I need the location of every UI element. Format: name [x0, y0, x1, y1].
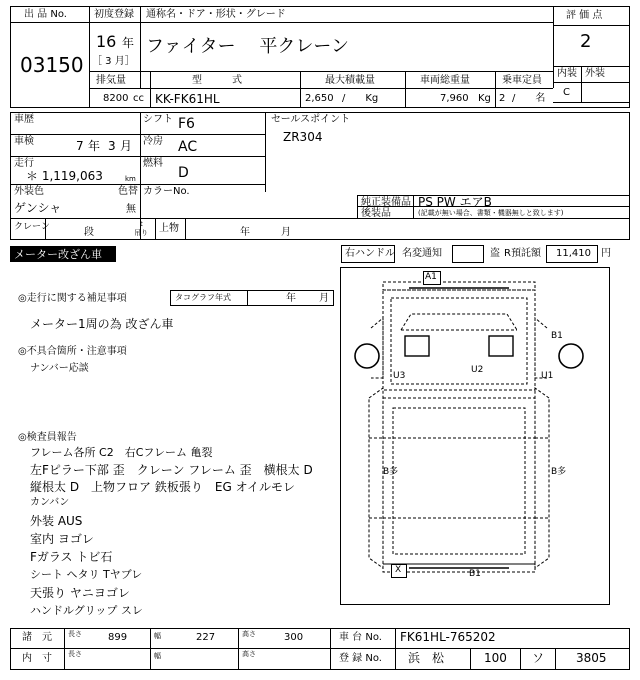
capacity-unit: / 名: [512, 93, 546, 104]
fuel-value: D: [178, 165, 189, 181]
name-change-label: 名変通知: [402, 248, 442, 259]
vehicle-diagram: [340, 267, 610, 605]
tacho-label: タコグラフ年式: [175, 293, 231, 302]
report-line: 天張り ヤニヨゴレ: [30, 586, 130, 600]
deposit-label: R預託額: [504, 248, 541, 259]
displacement-unit: cc: [133, 93, 144, 104]
chassis-label: 車 台 No.: [339, 632, 382, 643]
sales-point: ZR304: [283, 130, 323, 144]
lot-number: 03150: [20, 53, 84, 77]
mileage-label: 走行: [14, 158, 34, 169]
inspection-label: 車検: [14, 136, 34, 147]
color-number-label: カラーNo.: [143, 186, 190, 197]
defects-note: ナンバー応談: [30, 363, 89, 374]
dims-label: 諸 元: [22, 632, 52, 643]
model-name: ファイター 平クレーン: [146, 36, 350, 57]
odometer-banner-text: メーター改ざん車: [14, 248, 102, 261]
color-label: 外装色: [14, 186, 44, 197]
shift-value: F6: [178, 116, 195, 132]
ac-value: AC: [178, 139, 198, 155]
tacho-month: 月: [319, 293, 329, 304]
interior-grade: C: [563, 87, 570, 98]
reg-area: 浜 松: [408, 651, 445, 665]
report-line: 外装 AUS: [30, 514, 83, 528]
upper-month: 月: [281, 227, 291, 238]
deposit-unit: 円: [601, 248, 611, 259]
mark-u3: U3: [393, 371, 406, 381]
width-label: 幅: [154, 632, 161, 640]
type-value: KK-FK61HL: [155, 92, 220, 106]
mark-b1-bottom: B1: [469, 569, 481, 579]
driving-notes-label: ◎走行に関する補足事項: [18, 293, 127, 304]
mark-b1-top: B1: [551, 331, 563, 341]
length-label: 長さ: [68, 630, 82, 638]
inspection-year: 7: [76, 139, 84, 153]
reg-number: 3805: [576, 651, 607, 665]
mark-b-right: B多: [551, 467, 567, 477]
max-load-unit: / Kg: [342, 93, 379, 104]
report-line: 左Fピラー下部 歪 クレーン フレーム 歪 横根太 D: [30, 463, 313, 477]
upper-year: 年: [240, 227, 250, 238]
tax-label: 盗: [490, 248, 500, 259]
mark-u1: U1: [541, 371, 554, 381]
gross-weight-label: 車両総重量: [420, 75, 470, 86]
color-change-label: 色替: [118, 186, 138, 197]
report-line: カンバン: [30, 497, 70, 508]
exterior-label: 外装: [585, 68, 605, 79]
displacement-label: 排気量: [96, 75, 126, 86]
mark-a1: A1: [425, 272, 437, 282]
upper-label: 上物: [159, 223, 179, 234]
reg-kana: ソ: [532, 651, 545, 665]
width-value: 227: [196, 632, 216, 643]
crane-stage: 段: [84, 227, 94, 238]
fuel-label: 燃料: [143, 158, 163, 169]
height-value: 300: [284, 632, 304, 643]
shift-label: シフト: [143, 114, 173, 125]
report-line: ハンドルグリップ スレ: [30, 604, 143, 617]
type-label: 型 式: [192, 75, 242, 86]
truck-outline-icon: [341, 268, 609, 604]
inspector-report: [30, 447, 313, 623]
height-label: 高さ: [242, 630, 256, 638]
max-load: 2,650: [305, 93, 334, 104]
mark-u2: U2: [471, 365, 484, 375]
right-hand-label: 右ハンドル: [345, 248, 395, 259]
sales-point-label: セールスポイント: [271, 114, 351, 125]
color-change-value: 無: [126, 204, 136, 215]
mileage-unit: km: [125, 175, 136, 183]
inspector-label: ◎検査員報告: [18, 432, 77, 443]
inspection-month-unit: 月: [120, 139, 133, 153]
width-label-2: 幅: [154, 652, 161, 660]
genuine-label: 純正装備品: [361, 197, 411, 208]
grade-label: 評 価 点: [566, 10, 603, 21]
ac-label: 冷房: [143, 136, 163, 147]
reg-label: 登 録 No.: [339, 653, 382, 664]
inspection-month: 3: [108, 139, 116, 153]
length-value: 899: [108, 632, 128, 643]
report-line: シート ヘタリ Tヤブレ: [30, 568, 143, 581]
crane-ton: t: [140, 220, 143, 228]
front-right-wheel-icon: [559, 344, 583, 368]
year-unit: 年: [122, 36, 135, 50]
mark-b-left: B多: [383, 467, 399, 477]
capacity: 2: [499, 93, 506, 104]
first-reg-year: 16: [96, 32, 117, 51]
mileage-value: ＊ 1,119,063: [26, 169, 103, 183]
inspection-year-unit: 年: [88, 139, 101, 153]
max-load-label: 最大積載量: [325, 75, 375, 86]
genuine-value: PS PW エアB: [418, 195, 492, 209]
first-reg-label: 初度登録: [94, 9, 134, 20]
aftermarket-label: 後装品: [361, 208, 391, 219]
interior-label: 内装: [557, 68, 577, 79]
aftermarket-note: (記載が無い場合、書類・機器無しと致します): [418, 209, 564, 217]
length-label-2: 長さ: [68, 650, 82, 658]
displacement: 8200: [103, 93, 129, 104]
report-line: フレーム各所 C2 右Cフレーム 亀裂: [30, 446, 213, 459]
model-name-label: 通称名・ドア・形状・グレード: [146, 9, 286, 20]
first-reg-month: ［ 3 月］: [92, 56, 135, 67]
lot-label: 出 品 No.: [24, 9, 67, 20]
gross-weight-unit: Kg: [478, 93, 491, 104]
deposit-value: 11,410: [556, 248, 591, 259]
grade-value: 2: [580, 31, 592, 52]
report-line: Fガラス トビ石: [30, 550, 113, 564]
reg-class: 100: [484, 651, 507, 665]
front-left-wheel-icon: [355, 344, 379, 368]
name-change-box: [452, 245, 484, 263]
color-value: ゲンシャ: [14, 201, 62, 215]
crane-label: クレーン: [14, 222, 50, 232]
defects-label: ◎不具合箇所・注意事項: [18, 346, 127, 357]
crane-hang: 吊り: [134, 229, 148, 237]
history-label: 車歴: [14, 114, 34, 125]
report-line: 室内 ヨゴレ: [30, 532, 94, 546]
mark-x: X: [395, 565, 402, 575]
odometer-banner: [10, 246, 116, 262]
chassis-number: FK61HL-765202: [400, 630, 496, 644]
driving-note: メーター1周の為 改ざん車: [30, 317, 174, 331]
height-label-2: 高さ: [242, 650, 256, 658]
gross-weight: 7,960: [440, 93, 469, 104]
tacho-year: 年: [286, 293, 296, 304]
interior-dims-label: 内 寸: [22, 653, 52, 664]
capacity-label: 乗車定員: [502, 75, 542, 86]
report-line: 縦根太 D 上物フロア 鉄板張り EG オイルモレ: [30, 480, 295, 494]
